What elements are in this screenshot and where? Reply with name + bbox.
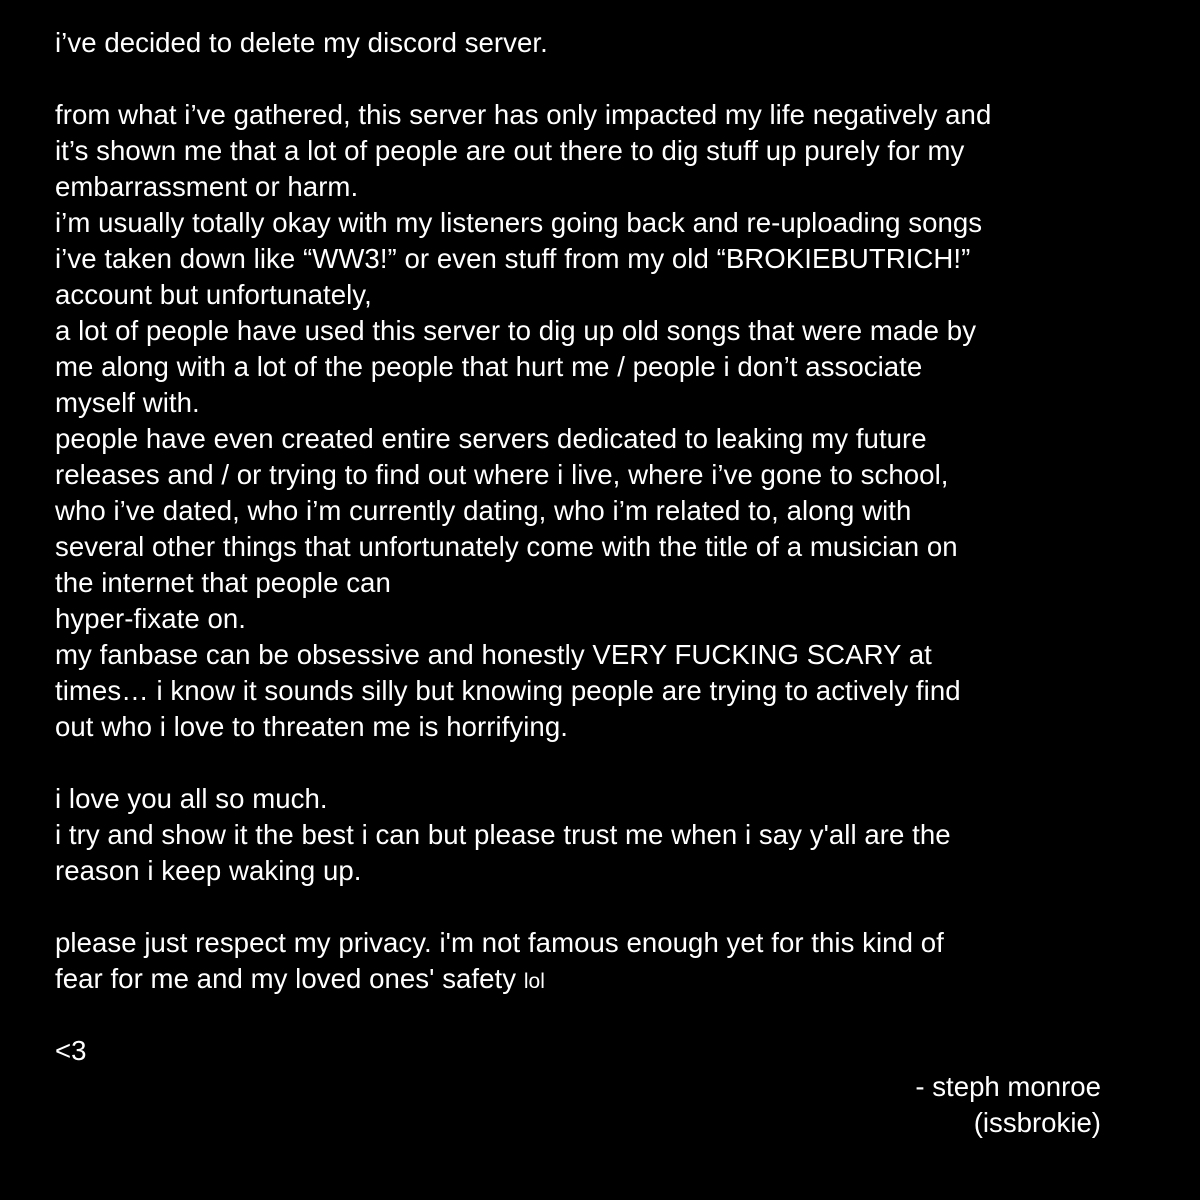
text-line: out who i love to threaten me is horrifying.: [55, 711, 568, 742]
text-line: me along with a lot of the people that hurt me / people i don’t associate: [55, 351, 923, 382]
text-line: myself with.: [55, 387, 200, 418]
text-line: several other things that unfortunately come with the title of a musician on: [55, 531, 958, 562]
text-line: who i’ve dated, who i’m currently dating, who i’m related to, along with: [55, 495, 912, 526]
text-line: people have even created entire servers dedicated to leaking my future: [55, 423, 927, 454]
heart-text: <3: [55, 1035, 87, 1066]
text-line-body: fear for me and my loved ones' safety: [55, 963, 517, 994]
text-line: embarrassment or harm.: [55, 171, 359, 202]
text-line: the internet that people can: [55, 567, 391, 598]
text-line: hyper-fixate on.: [55, 603, 246, 634]
text-line: a lot of people have used this server to dig up old songs that were made by: [55, 315, 977, 346]
text-line: [55, 961, 545, 1000]
text-line: account but unfortunately,: [55, 279, 372, 310]
text-line: i’ve decided to delete my discord server.: [55, 27, 548, 58]
text-line: from what i’ve gathered, this server has only impacted my life negatively and: [55, 99, 992, 130]
text-line: reason i keep waking up.: [55, 855, 362, 886]
text-line: please just respect my privacy. i'm not famous enough yet for this kind of: [55, 927, 944, 958]
text-line: i love you all so much.: [55, 783, 328, 814]
text-line: my fanbase can be obsessive and honestly VERY FUCKING SCARY at: [55, 639, 932, 670]
text-line: it’s shown me that a lot of people are out there to dig stuff up purely for my: [55, 135, 965, 166]
lol-text: lol: [523, 970, 545, 993]
signature-handle: (issbrokie): [973, 1107, 1101, 1138]
text-line: releases and / or trying to find out where i live, where i’ve gone to school,: [55, 459, 949, 490]
text-line: times… i know it sounds silly but knowing people are trying to actively find: [55, 675, 961, 706]
text-line: i’ve taken down like “WW3!” or even stuff from my old “BROKIEBUTRICH!”: [55, 243, 971, 274]
text-line: i’m usually totally okay with my listeners going back and re-uploading songs: [55, 207, 983, 238]
text-line: i try and show it the best i can but please trust me when i say y'all are the: [55, 819, 951, 850]
signature-name: - steph monroe: [915, 1071, 1101, 1102]
